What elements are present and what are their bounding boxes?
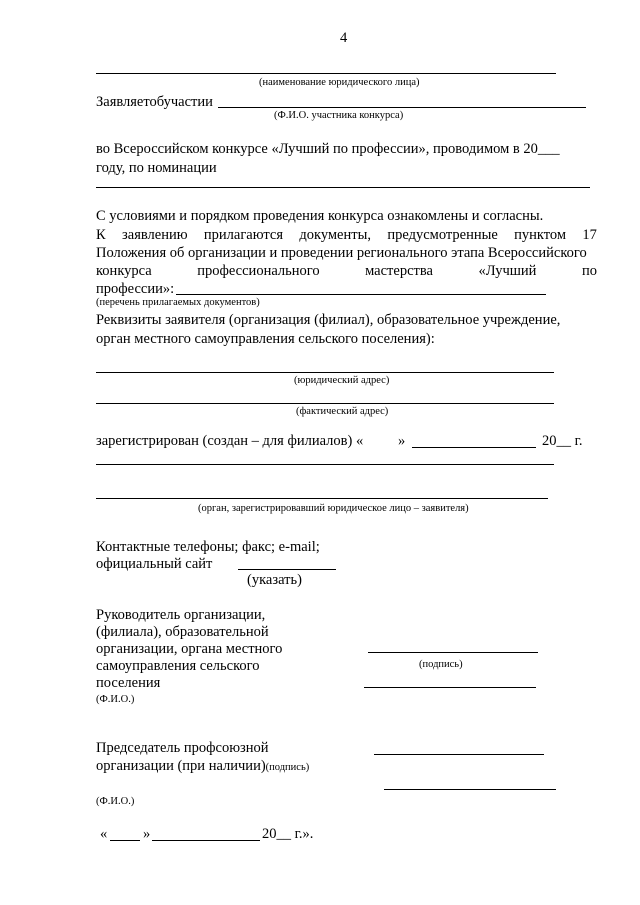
attach-word: прилагаются [203, 227, 283, 243]
attach-word: по [581, 263, 597, 279]
chair-line-1: Председатель профсоюзной [96, 740, 269, 756]
attach-word: заявлению [122, 227, 188, 243]
head-fio-line[interactable] [364, 687, 536, 688]
registrar-line-2[interactable] [96, 498, 548, 499]
date-year: 20__ г.». [262, 826, 314, 842]
attach-word: «Лучший [478, 263, 537, 279]
registered-text: зарегистрирован (создан – для филиалов) « [96, 433, 364, 449]
legal-address-line[interactable] [96, 372, 554, 373]
head-line-3: организации, органа местного [96, 641, 283, 657]
attach-line-1 [96, 227, 597, 244]
documents-line[interactable] [176, 294, 546, 295]
attach-word: конкурса [96, 263, 152, 279]
attach-word: документы, [299, 227, 371, 243]
date-open-quote: « [100, 826, 108, 842]
chair-fio-line[interactable] [384, 789, 556, 790]
attach-line-4: профессии»: [96, 281, 175, 297]
contest-line: во Всероссийском конкурсе «Лучший по профессии», проводимом в 20___ [96, 141, 560, 157]
website-line: официальный сайт [96, 556, 213, 572]
head-line-4: самоуправления сельского [96, 658, 260, 674]
attach-line-2: Положения об организации и проведении регионального этапа Всероссийского [96, 245, 587, 261]
signature-caption: (подпись) [419, 659, 463, 670]
nomination-blank-line[interactable] [96, 187, 590, 188]
registered-date-line[interactable] [412, 447, 536, 448]
registered-close-quote: » [398, 433, 406, 449]
applicant-prefix: Заявляетобучастии [96, 94, 213, 110]
fio-caption-2: (Ф.И.О.) [96, 796, 135, 807]
registered-year: 20__ г. [542, 433, 583, 449]
registrar-line-1[interactable] [96, 464, 554, 465]
head-signature-line[interactable] [368, 652, 538, 653]
agreement-line: С условиями и порядком проведения конкурса ознакомлены и согласны. [96, 208, 544, 224]
attach-line-3 [96, 263, 597, 280]
nomination-line: году, по номинации [96, 160, 217, 176]
attach-word: предусмотренные [387, 227, 498, 243]
details-line-1: Реквизиты заявителя (организация (филиал), образовательное учреждение, [96, 312, 561, 328]
chair-signature-line[interactable] [374, 754, 544, 755]
details-line-2: орган местного самоуправления сельского поселения): [96, 331, 435, 347]
date-month-line[interactable] [152, 840, 260, 841]
participant-name-line[interactable] [218, 107, 586, 108]
actual-address-line[interactable] [96, 403, 554, 404]
date-close-quote: » [143, 826, 151, 842]
legal-entity-line [96, 73, 556, 74]
contacts-line: Контактные телефоны; факс; e-mail; [96, 539, 320, 555]
attach-word: мастерства [365, 263, 433, 279]
attach-word: профессионального [197, 263, 320, 279]
head-line-1: Руководитель организации, [96, 607, 266, 623]
chair-line-2 [96, 758, 309, 775]
legal-entity-caption: (наименование юридического лица) [259, 77, 420, 88]
attach-word: К [96, 227, 106, 243]
website-blank-line[interactable] [238, 569, 336, 570]
chair-line-2-text: организации (при наличии) [96, 758, 266, 774]
date-day-line[interactable] [110, 840, 140, 841]
specify-caption: (указать) [247, 572, 302, 588]
chair-signature-caption: (подпись) [265, 762, 310, 773]
head-line-5: поселения [96, 675, 161, 691]
registrar-caption: (орган, зарегистрировавший юридическое лицо – заявителя) [198, 503, 469, 514]
fio-caption-1: (Ф.И.О.) [96, 694, 135, 705]
attach-word: пунктом [514, 227, 567, 243]
actual-address-caption: (фактический адрес) [296, 406, 389, 417]
legal-address-caption: (юридический адрес) [294, 375, 390, 386]
participant-caption: (Ф.И.О. участника конкурса) [274, 110, 404, 121]
head-line-2: (филиала), образовательной [96, 624, 269, 640]
page-number: 4 [340, 30, 348, 46]
docs-caption: (перечень прилагаемых документов) [96, 297, 260, 308]
attach-word: 17 [582, 227, 597, 243]
